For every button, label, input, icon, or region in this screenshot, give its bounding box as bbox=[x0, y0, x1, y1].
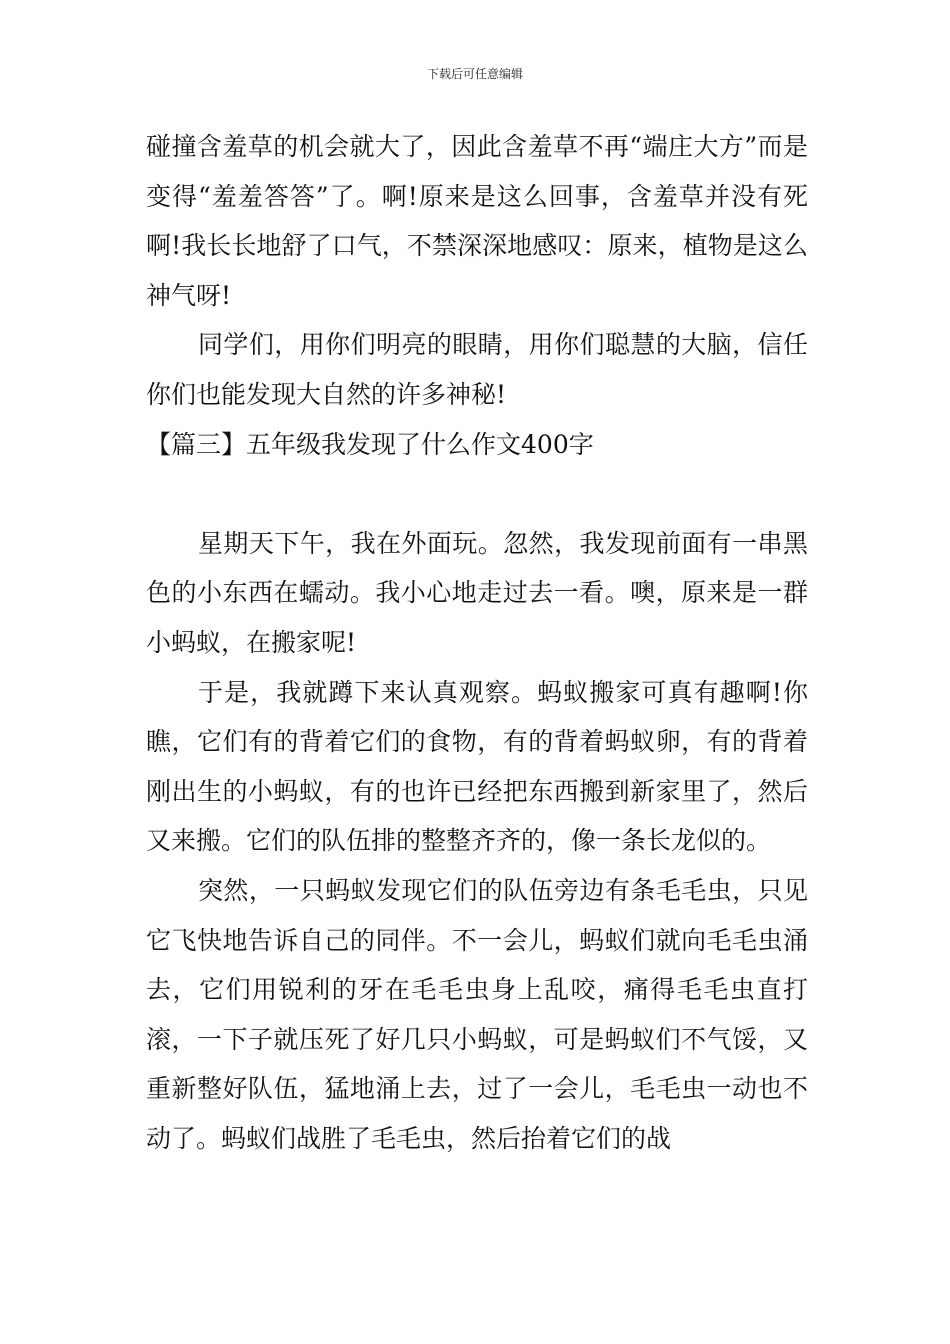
paragraph-classmates: 同学们，用你们明亮的眼睛，用你们聪慧的大脑，信任你们也能发现大自然的许多神秘! bbox=[146, 330, 808, 409]
paragraph-continuation: 碰撞含羞草的机会就大了，因此含羞草不再“端庄大方”而是变得“羞羞答答”了。啊!原来是这么回事，含羞草并没有死啊!我长长地舒了口气，不禁深深地感叹：原来，植物是这么神气呀! bbox=[146, 132, 808, 310]
section-spacer bbox=[146, 469, 808, 519]
section-title: 【篇三】五年级我发现了什么作文400字 bbox=[146, 429, 594, 459]
page-header: 下载后可任意编辑 bbox=[426, 67, 523, 81]
document-body bbox=[146, 122, 808, 1163]
paragraph-sunday: 星期天下午，我在外面玩。忽然，我发现前面有一串黑色的小东西在蠕动。我小心地走过去一看。噢，原来是一群小蚂蚁，在搬家呢! bbox=[146, 528, 808, 657]
paragraph-caterpillar: 突然，一只蚂蚁发现它们的队伍旁边有条毛毛虫，只见它飞快地告诉自己的同伴。不一会儿，蚂蚁们就向毛毛虫涌去，它们用锐利的牙在毛毛虫身上乱咬，痛得毛毛虫直打滚，一下子就压死了好几只小蚂蚁，可是蚂蚁们不气馁，又重新整好队伍，猛地涌上去，过了一会儿，毛毛虫一动也不动了。蚂蚁们战胜了毛毛虫，然后抬着它们的战 bbox=[146, 875, 808, 1153]
paragraph-observe: 于是，我就蹲下来认真观察。蚂蚁搬家可真有趣啊!你瞧，它们有的背着它们的食物，有的背着蚂蚁卵，有的背着刚出生的小蚂蚁，有的也许已经把东西搬到新家里了，然后又来搬。它们的队伍排的整整齐齐的，像一条长龙似的。 bbox=[146, 677, 808, 856]
